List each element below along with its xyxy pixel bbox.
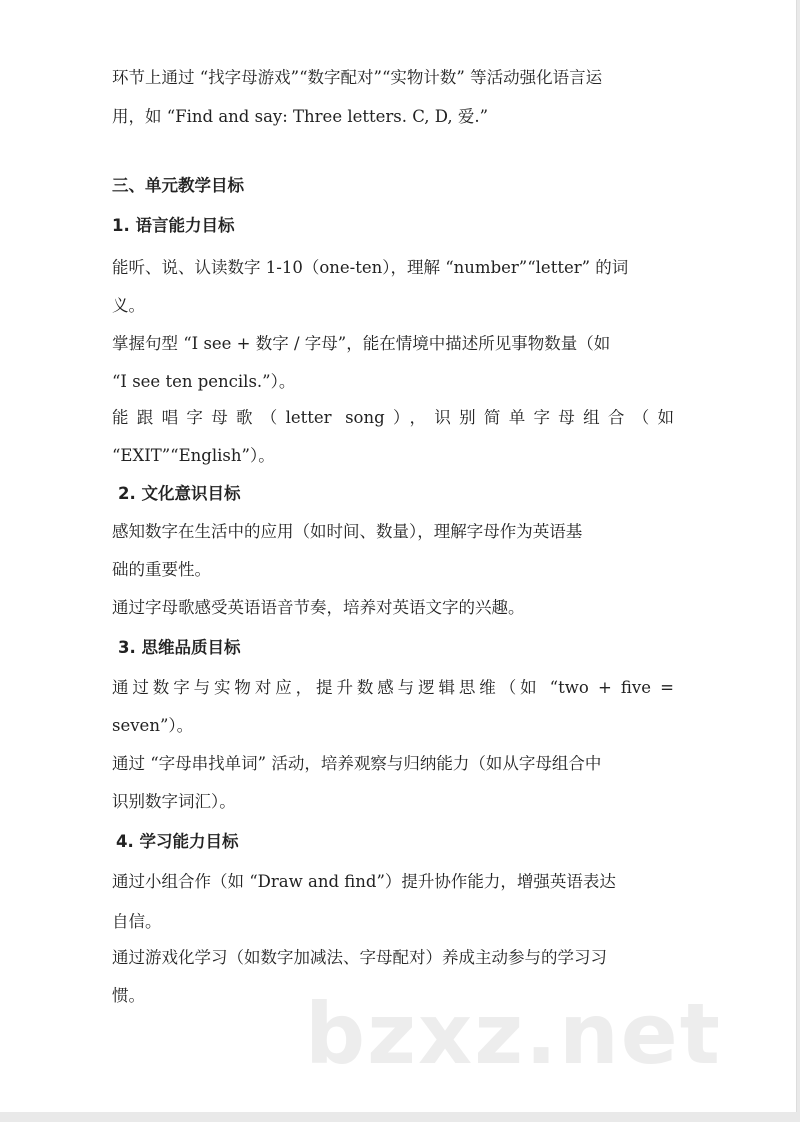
paragraph-line: 惯。 — [112, 986, 145, 1005]
paragraph-line: 通过小组合作（如 “Draw and find”）提升协作能力，增强英语表达 — [112, 872, 616, 891]
paragraph-line: 感知数字在生活中的应用（如时间、数量），理解字母作为英语基 — [112, 522, 583, 541]
paragraph-line: 通过字母歌感受英语语音节奏，培养对英语文字的兴趣。 — [112, 598, 525, 617]
paragraph-line: “EXIT”“English”）。 — [112, 446, 275, 465]
subheading-culture: 2. 文化意识目标 — [118, 484, 241, 503]
paragraph-line: 通过游戏化学习（如数字加减法、字母配对）养成主动参与的学习习 — [112, 948, 607, 967]
paragraph-line: “I see ten pencils.”）。 — [112, 372, 296, 391]
paragraph-line: seven”）。 — [112, 716, 194, 735]
paragraph-line: 掌握句型 “I see + 数字 / 字母”，能在情境中描述所见事物数量（如 — [112, 334, 611, 353]
paragraph-line: 通过 “字母串找单词” 活动，培养观察与归纳能力（如从字母组合中 — [112, 754, 602, 773]
next-page-edge — [0, 1122, 800, 1134]
paragraph-line: 能跟唱字母歌（letter song），识别简单字母组合（如 — [112, 408, 674, 427]
paragraph-line: 通过数字与实物对应，提升数感与逻辑思维（如 “two + five = — [112, 678, 674, 697]
watermark: bzxz.net — [305, 985, 722, 1083]
paragraph-line: 用，如 “Find and say: Three letters. C, D, 爱.” — [112, 107, 489, 126]
subheading-thinking: 3. 思维品质目标 — [118, 638, 241, 657]
section-heading: 三、单元教学目标 — [112, 176, 244, 195]
paragraph-line: 环节上通过 “找字母游戏”“数字配对”“实物计数” 等活动强化语言运 — [112, 68, 603, 87]
paragraph-line: 义。 — [112, 296, 145, 315]
subheading-learning: 4. 学习能力目标 — [116, 832, 239, 851]
paragraph-line: 础的重要性。 — [112, 560, 211, 579]
paragraph-line: 识别数字词汇）。 — [112, 792, 236, 811]
paragraph-line: 自信。 — [112, 912, 162, 931]
subheading-language: 1. 语言能力目标 — [112, 216, 235, 235]
paragraph-line: 能听、说、认读数字 1-10（one-ten），理解 “number”“letter” 的词 — [112, 258, 629, 277]
